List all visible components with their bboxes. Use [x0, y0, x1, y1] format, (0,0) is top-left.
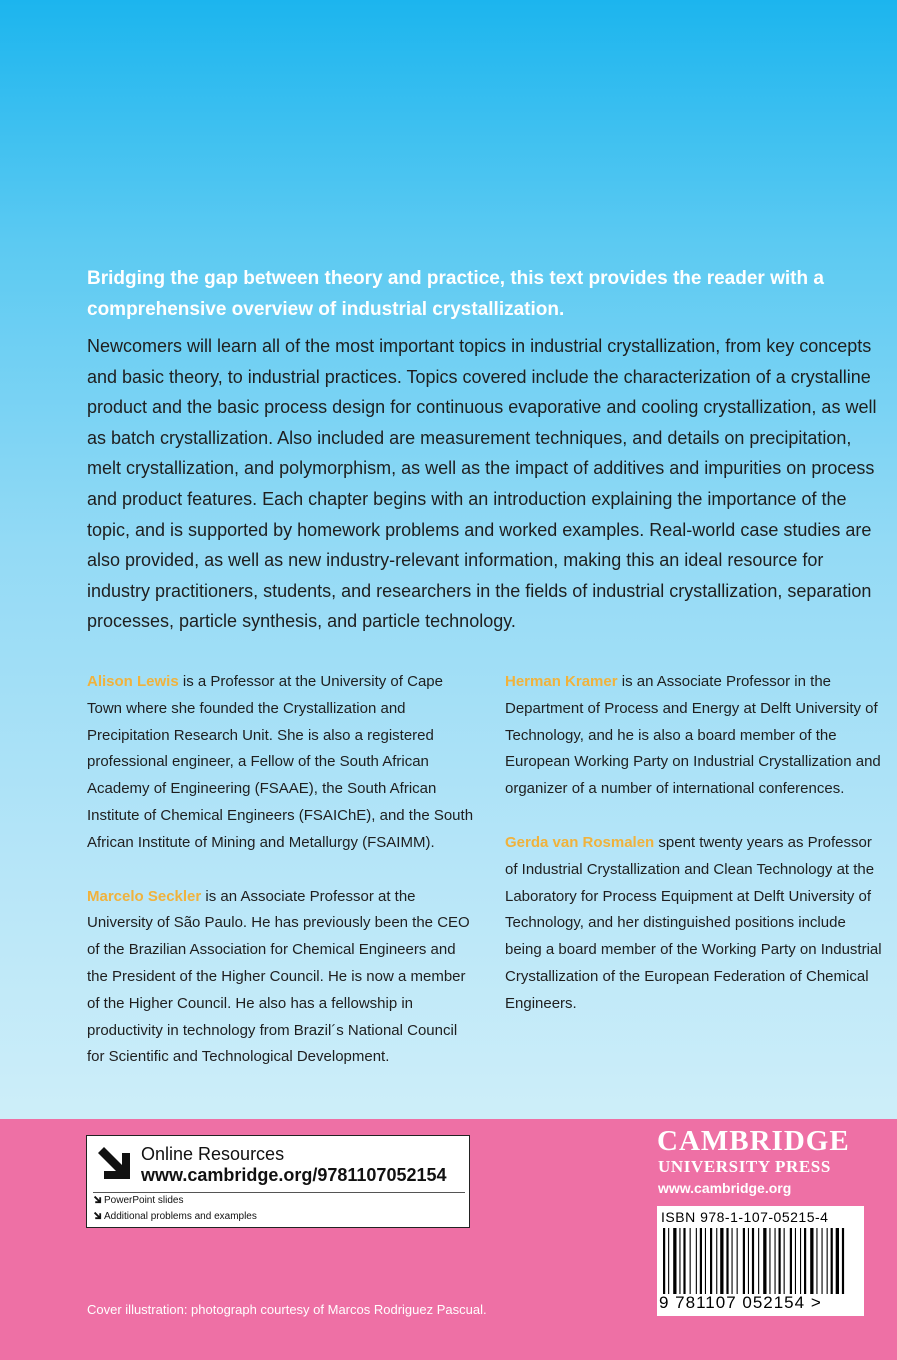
barcode-bar [779, 1228, 781, 1294]
barcode-bar [720, 1228, 723, 1294]
author-bio-text: is an Associate Professor at the University of São Paulo. He has previously been the CEO of the Brazilian Association for Chemical Engineers and the President of the Higher Council. He is now a member of the Higher Council. He also has a fellowship in productivity in technology from Brazil´s National Council for Scientific and Technological Development. [87, 887, 470, 1066]
cover-credit: Cover illustration: photograph courtesy of Marcos Rodriguez Pascual. [87, 1302, 487, 1317]
barcode-bar [769, 1228, 770, 1294]
barcode-bar [716, 1228, 717, 1294]
author-name: Herman Kramer [505, 673, 618, 690]
barcode-bar [810, 1228, 813, 1294]
barcode-bar [668, 1228, 669, 1294]
publisher-logo-name: CAMBRIDGE [657, 1125, 850, 1157]
barcode-bar [752, 1228, 754, 1294]
resources-title: Online Resources [141, 1144, 285, 1164]
barcode-bar [800, 1228, 801, 1294]
resource-item [93, 1195, 183, 1206]
barcode-bar [726, 1228, 728, 1294]
barcode-bar [679, 1228, 680, 1294]
barcode-graphic [661, 1228, 860, 1294]
author-bio-text: is an Associate Professor in the Department of Process and Energy at Delft University of Technology, and he is also a board member of the European Working Party on Industrial Crystallization and organizer of a number of international conferences. [505, 673, 881, 798]
barcode-bar [737, 1228, 738, 1294]
online-resources-box [86, 1135, 470, 1228]
barcode-bar [732, 1228, 733, 1294]
publisher-url[interactable]: www.cambridge.org [658, 1180, 792, 1196]
arrow-down-right-icon [94, 1143, 134, 1183]
author-name: Marcelo Seckler [87, 887, 202, 905]
isbn-label: ISBN 978-1-107-05215-4 [661, 1209, 829, 1225]
barcode-bar [705, 1228, 706, 1294]
isbn-digits: 9 781107 052154 > [659, 1293, 822, 1312]
barcode-bar [748, 1228, 749, 1294]
barcode-bar [743, 1228, 745, 1294]
author-bio [505, 830, 885, 1018]
arrow-down-right-icon [93, 1211, 102, 1220]
resource-item-label: Additional problems and examples [104, 1211, 257, 1222]
publisher-logo-subtitle: UNIVERSITY PRESS [658, 1157, 831, 1176]
barcode-bar [690, 1228, 691, 1294]
author-bio [87, 669, 477, 857]
barcode-bar [842, 1228, 844, 1294]
author-bio [505, 669, 885, 803]
barcode-bar [700, 1228, 702, 1294]
divider [93, 1192, 465, 1193]
resources-url[interactable]: www.cambridge.org/9781107052154 [141, 1165, 447, 1185]
author-name: Gerda van Rosmalen [505, 833, 655, 851]
author-bio-text: spent twenty years as Professor of Industrial Crystallization and Clean Technology at the Laboratory for Process Equipment at Delft University of Technology, and her distinguished positions include being a board member of the Working Party on Industrial Crystallization of the European Federation of Chemical Engineers. [505, 833, 882, 1012]
barcode-bar [696, 1228, 697, 1294]
barcode-bar [836, 1228, 839, 1294]
barcode-bar [710, 1228, 712, 1294]
barcode-bar [822, 1228, 823, 1294]
author-bio-text: is a Professor at the University of Cape Town where she founded the Crystallization and Precipitation Research Unit. She is also a registered professional engineer, a Fellow of the South African Academy of Engineering (FSAAE), the South African Institute of Chemical Engineers (FSAIChE), and the South African Institute of Mining and Metallurgy (FSAIMM). [87, 673, 474, 851]
barcode-bar [790, 1228, 792, 1294]
barcode-bar [816, 1228, 817, 1294]
resource-item-label: PowerPoint slides [104, 1195, 184, 1206]
barcode-bar [683, 1228, 685, 1294]
barcode-bar [775, 1228, 776, 1294]
barcode-bar [795, 1228, 796, 1294]
author-name: Alison Lewis [87, 673, 179, 690]
barcode-bar [763, 1228, 766, 1294]
barcode-bar [804, 1228, 806, 1294]
isbn-barcode [657, 1206, 864, 1316]
lead-text: Bridging the gap between theory and practice, this text provides the reader with a comprehensive overview of industrial crystallization. [87, 268, 824, 320]
description-text: Newcomers will learn all of the most important topics in industrial crystallization, from key concepts and basic theory, to industrial practices. Topics covered include the characterization of a crystalline product and the basic process design for continuous evaporative and cooling crystallization, as well as batch crystallization. Also included are measurement techniques, and details on precipitation, melt crystallization, and polymorphism, as well as the impact of additives and impurities on process and product features. Each chapter begins with an introduction explaining the importance of the topic, and is supported by homework problems and worked examples. Real-world case studies are also provided, as well as new industry-relevant information, making this an ideal resource for industry practitioners, students, and researchers in the fields of industrial crystallization, separation processes, particle synthesis, and particle technology. [87, 336, 877, 632]
resource-item [93, 1211, 257, 1222]
author-bio [87, 884, 477, 1072]
barcode-bar [673, 1228, 676, 1294]
barcode-bar [827, 1228, 828, 1294]
barcode-bar [663, 1228, 665, 1294]
barcode-bar [758, 1228, 759, 1294]
arrow-down-right-icon [93, 1195, 102, 1204]
barcode-bar [831, 1228, 833, 1294]
author-column-right [505, 669, 885, 1045]
author-column-left [87, 669, 477, 1098]
barcode-bar [784, 1228, 785, 1294]
